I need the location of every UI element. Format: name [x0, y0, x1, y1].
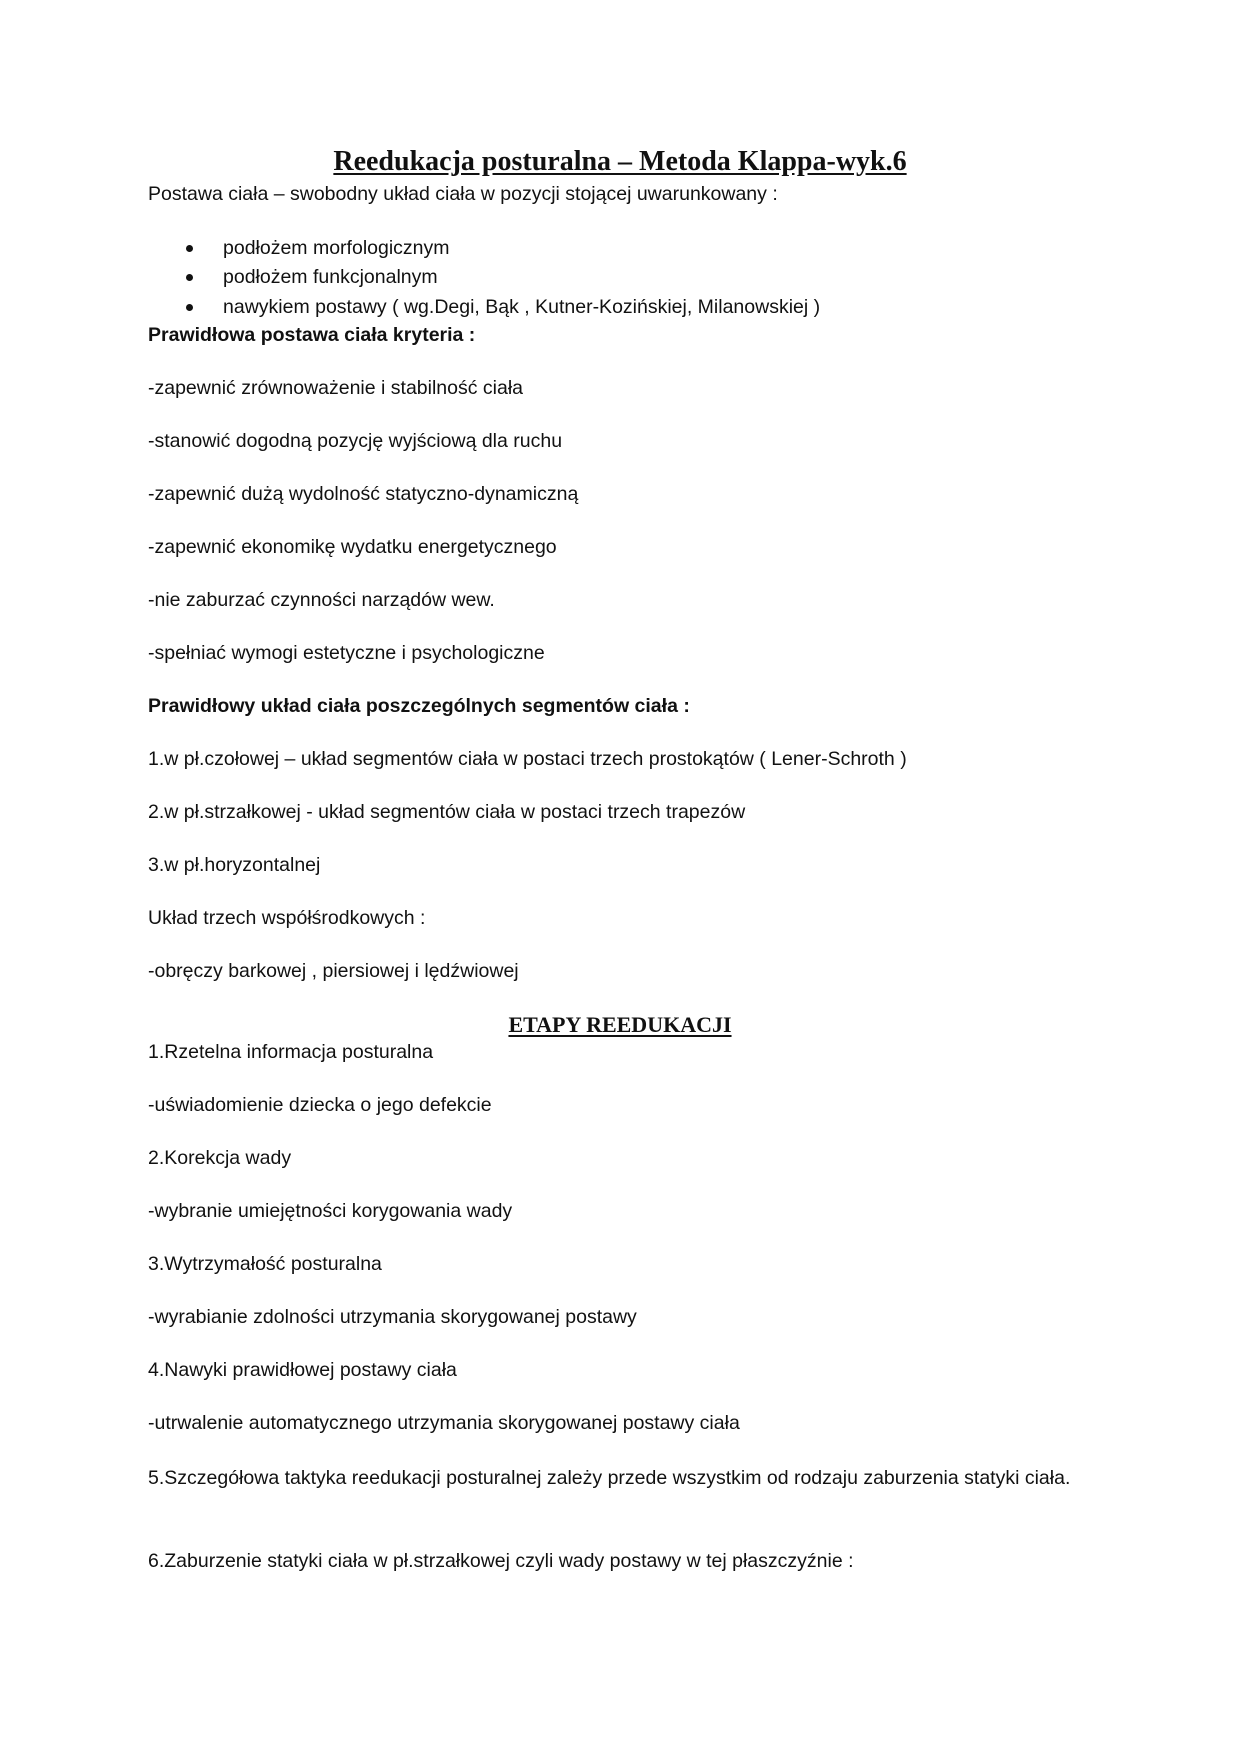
bullet-text: podłożem morfologicznym: [223, 237, 450, 259]
segments-item: 3.w pł.horyzontalnej: [148, 854, 321, 876]
criteria-item: -zapewnić zrównoważenie i stabilność ciała: [148, 377, 524, 399]
stage-item: -uświadomienie dziecka o jego defekcie: [148, 1094, 492, 1116]
criteria-item: -nie zaburzać czynności narządów wew.: [148, 589, 495, 611]
segments-item: -obręczy barkowej , piersiowej i lędźwiowej: [148, 960, 519, 982]
criteria-heading: Prawidłowa postawa ciała kryteria :: [148, 324, 476, 346]
segments-heading: Prawidłowy układ ciała poszczególnych segmentów ciała :: [148, 695, 690, 717]
bullet-text: podłożem funkcjonalnym: [223, 266, 438, 288]
stage-item: 3.Wytrzymałość posturalna: [148, 1253, 382, 1275]
intro-text: Postawa ciała – swobodny układ ciała w pozycji stojącej uwarunkowany :: [148, 183, 778, 205]
bullet-text: nawykiem postawy ( wg.Degi, Bąk , Kutner-Kozińskiej, Milanowskiej ): [223, 296, 821, 318]
segments-item: 1.w pł.czołowej – układ segmentów ciała w postaci trzech prostokątów ( Lener-Schroth ): [148, 748, 907, 770]
stage-6-text: 6.Zaburzenie statyki ciała w pł.strzałkowej czyli wady postawy w tej płaszczyźnie :: [148, 1550, 854, 1572]
stage-5-text: 5.Szczegółowa taktyka reedukacji posturalnej zależy przede wszystkim od rodzaju zaburzenia statyki ciała.: [148, 1467, 1071, 1489]
bullet-icon: [186, 245, 193, 252]
document-title: Reedukacja posturalna – Metoda Klappa-wyk.6: [333, 146, 907, 177]
criteria-item: -zapewnić dużą wydolność statyczno-dynamiczną: [148, 483, 579, 505]
stage-item: 2.Korekcja wady: [148, 1147, 292, 1169]
bullet-icon: [186, 274, 193, 281]
segments-item: 2.w pł.strzałkowej - układ segmentów ciała w postaci trzech trapezów: [148, 801, 746, 823]
stage-item: -utrwalenie automatycznego utrzymania skorygowanej postawy ciała: [148, 1412, 740, 1434]
stage-item: 4.Nawyki prawidłowej postawy ciała: [148, 1359, 457, 1381]
bullet-icon: [186, 304, 193, 311]
criteria-item: -zapewnić ekonomikę wydatku energetycznego: [148, 536, 557, 558]
stage-item: -wybranie umiejętności korygowania wady: [148, 1200, 513, 1222]
stage-item: -wyrabianie zdolności utrzymania skorygowanej postawy: [148, 1306, 637, 1328]
stage-item: 1.Rzetelna informacja posturalna: [148, 1041, 434, 1063]
segments-item: Układ trzech współśrodkowych :: [148, 907, 426, 929]
criteria-item: -spełniać wymogi estetyczne i psychologiczne: [148, 642, 545, 664]
stages-heading: ETAPY REEDUKACJI: [508, 1012, 732, 1037]
criteria-item: -stanowić dogodną pozycję wyjściową dla ruchu: [148, 430, 563, 452]
